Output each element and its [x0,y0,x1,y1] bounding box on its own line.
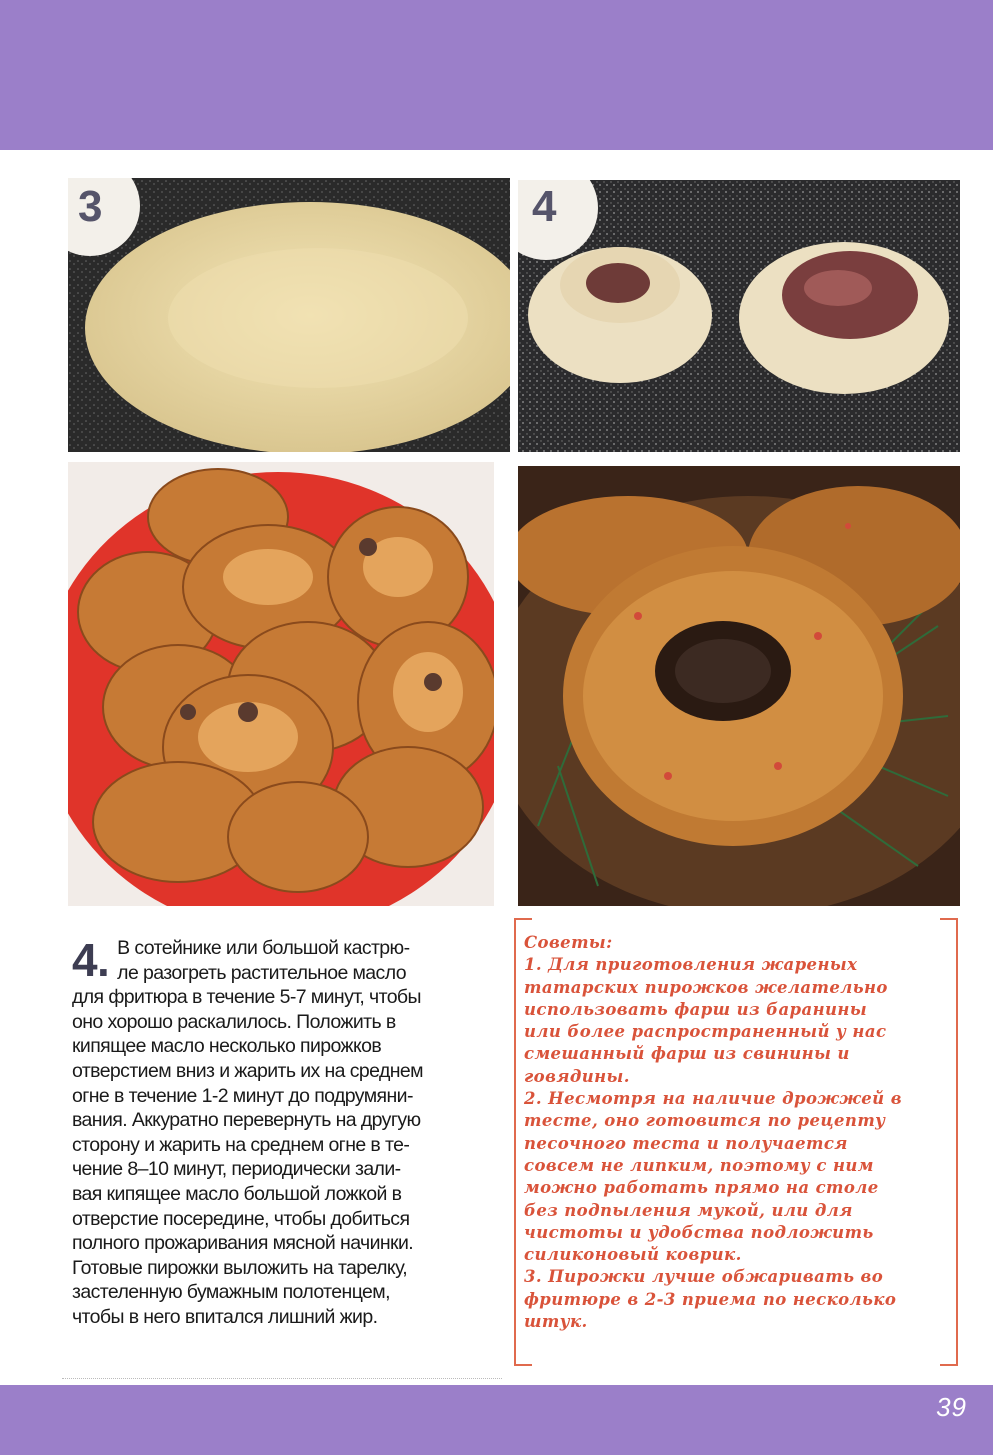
tips-line: тесте, оно готовится по рецепту [524,1111,886,1131]
page-number: 39 [936,1392,967,1422]
step-line: оно хорошо раскалилось. Положить в [72,1010,396,1033]
step-line: полного прожаривания мясной начинки. [72,1232,414,1255]
photo-step-label: 3 [78,182,103,231]
tips-line: 1. Для приготовления жареных [524,955,858,975]
step-line: отверстие посередине, чтобы добиться [72,1207,410,1230]
step-line: для фритюра в течение 5-7 минут, чтобы [72,986,421,1009]
step-line: В сотейнике или большой кастрю- [117,937,410,959]
tips-line: без подпыления мукой, или для [524,1200,853,1220]
footer-band [0,1385,993,1455]
tips-line: совсем не липким, поэтому с ним [524,1155,874,1175]
photo-pies-filled [518,180,960,452]
tips-box [524,932,944,1333]
tips-line: песочного теста и получается [524,1133,848,1153]
tips-line: чистоты и удобства подложить [524,1222,874,1242]
tips-line: говядины. [524,1066,630,1086]
tips-line: 3. Пирожки лучше обжаривать во [524,1267,884,1287]
photo-step-label: 4 [532,182,557,231]
step-line: ле разогреть растительное масло [117,961,406,984]
tips-line: смешанный фарш из свинины и [524,1044,850,1064]
step-line: огне в течение 1-2 минут до подрумяни- [72,1084,413,1107]
step-line: чтобы в него впитался лишний жир. [72,1305,378,1328]
photo-pie-closeup [518,466,960,906]
tips-line: можно работать прямо на столе [524,1178,879,1198]
photo-dough-round [68,178,510,452]
tips-heading: Советы: [524,933,613,952]
tips-line: 2. Несмотря на наличие дрожжей в [524,1089,902,1109]
tips-line: татарских пирожков желательно [524,977,888,997]
tips-line: штук. [524,1312,588,1332]
step-line: отверстием вниз и жарить их на среднем [72,1059,423,1082]
tips-line: фритюре в 2-3 приема по несколько [524,1289,897,1309]
tips-line: использовать фарш из баранины [524,999,868,1019]
photo-fried-pies-plate [68,462,494,906]
step-line: вания. Аккуратно перевернуть на другую [72,1109,421,1132]
step-line: вая кипящее масло большой ложкой в [72,1182,402,1205]
step-line: застеленную бумажным полотенцем, [72,1281,390,1304]
step-number: 4. [72,934,110,986]
step-line: Готовые пирожки выложить на тарелку, [72,1256,408,1279]
step-line: сторону и жарить на среднем огне в те- [72,1133,410,1156]
tips-line: силиконовый коврик. [524,1245,742,1265]
step-line: чение 8–10 минут, периодически зали- [72,1158,401,1181]
step-instructions [72,936,492,1330]
tips-line: или более распространенный у нас [524,1022,887,1042]
header-band [0,0,993,150]
step-line: кипящее масло несколько пирожков [72,1035,382,1058]
divider [62,1378,502,1379]
